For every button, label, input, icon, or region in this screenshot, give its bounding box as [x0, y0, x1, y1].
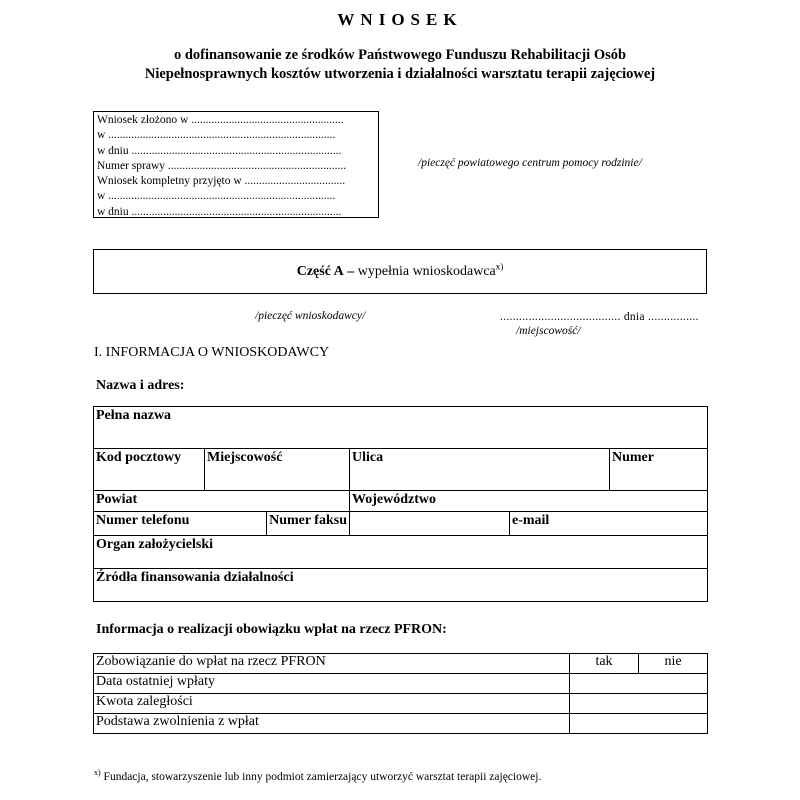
county-label: Powiat	[96, 492, 138, 507]
fax-field-left[interactable]	[267, 512, 349, 535]
intake-row: w dniu .........................................................................	[97, 205, 342, 218]
number-field[interactable]	[610, 449, 708, 491]
applicant-info-table	[93, 406, 708, 602]
pfron-no-option[interactable]: nie	[639, 654, 708, 674]
arrears-amount-label: Kwota zaległości	[94, 694, 570, 714]
county-field[interactable]	[94, 491, 350, 512]
number-label: Numer	[612, 450, 654, 465]
part-a-footnote-mark: x)	[495, 261, 504, 272]
pfron-table	[93, 653, 708, 734]
place-date-field[interactable]: ...................................... dnia ................	[500, 311, 699, 323]
part-a-text: wypełnia wnioskodawca	[357, 264, 496, 279]
footnote-mark: x)	[94, 768, 101, 777]
postal-code-label: Kod pocztowy	[96, 450, 182, 465]
document-subtitle	[60, 46, 740, 84]
street-field[interactable]	[350, 449, 610, 491]
voivodeship-label: Województwo	[352, 492, 436, 507]
fax-label: Numer faksu	[269, 513, 347, 528]
founding-body-field[interactable]	[94, 536, 708, 569]
last-payment-date-label: Data ostatniej wpłaty	[94, 674, 570, 694]
pcpr-stamp-label: /pieczęć powiatowego centrum pomocy rodzinie/	[418, 157, 642, 169]
document-title: WNIOSEK	[337, 10, 463, 29]
subtitle-line-2: Niepełnosprawnych kosztów utworzenia i działalności warsztatu terapii zajęciowej	[144, 66, 656, 82]
city-label: Miejscowość	[207, 450, 283, 465]
email-field[interactable]	[510, 512, 707, 535]
footnote-text: Fundacja, stowarzyszenie lub inny podmiot zamierzający utworzyć warsztat terapii zajęciowej.	[103, 770, 542, 783]
founding-body-label: Organ założycielski	[96, 537, 214, 552]
exemption-basis-field[interactable]	[570, 714, 708, 734]
postal-code-field[interactable]	[94, 449, 205, 491]
intake-row: Wniosek złożono w .....................................................	[97, 114, 344, 126]
intake-row: w dniu .........................................................................	[97, 144, 342, 157]
email-label: e-mail	[512, 513, 550, 528]
section-heading: I. INFORMACJA O WNIOSKODAWCY	[94, 345, 330, 360]
phone-field[interactable]	[94, 512, 267, 535]
phone-label: Numer telefonu	[96, 513, 190, 528]
voivodeship-field[interactable]	[350, 491, 708, 512]
pfron-obligation-label: Zobowiązanie do wpłat na rzecz PFRON	[94, 654, 570, 674]
full-name-field[interactable]	[94, 407, 708, 449]
fax-email-cell	[350, 512, 708, 536]
part-a-dash: –	[347, 264, 355, 279]
phone-fax-cell	[94, 512, 350, 536]
place-label: /miejscowość/	[516, 325, 581, 337]
city-field[interactable]	[205, 449, 350, 491]
name-address-heading: Nazwa i adres:	[96, 378, 185, 393]
applicant-stamp-label: /pieczęć wnioskodawcy/	[255, 310, 366, 322]
arrears-amount-field[interactable]	[570, 694, 708, 714]
part-a-label: Część A	[296, 264, 344, 279]
intake-row: Wniosek kompletny przyjęto w ...................................	[97, 175, 346, 188]
street-label: Ulica	[352, 450, 384, 465]
pfron-heading: Informacja o realizacji obowiązku wpłat na rzecz PFRON:	[96, 622, 447, 637]
subtitle-line-1: o dofinansowanie ze środków Państwowego Funduszu Rehabilitacji Osób	[173, 47, 627, 63]
funding-sources-label: Źródła finansowania działalności	[96, 570, 294, 585]
intake-row: Numer sprawy ..............................................................	[97, 159, 347, 172]
fax-field-right[interactable]	[350, 512, 510, 535]
funding-sources-field[interactable]	[94, 569, 708, 602]
intake-registration-box	[93, 111, 379, 218]
footnote	[94, 768, 541, 783]
intake-row: w ...............................................................................	[97, 190, 336, 203]
exemption-basis-label: Podstawa zwolnienia z wpłat	[94, 714, 570, 734]
intake-row: w ...............................................................................	[97, 129, 336, 142]
last-payment-date-field[interactable]	[570, 674, 708, 694]
part-a-banner	[93, 249, 707, 294]
full-name-label: Pełna nazwa	[96, 408, 172, 423]
pfron-yes-option[interactable]: tak	[570, 654, 639, 674]
